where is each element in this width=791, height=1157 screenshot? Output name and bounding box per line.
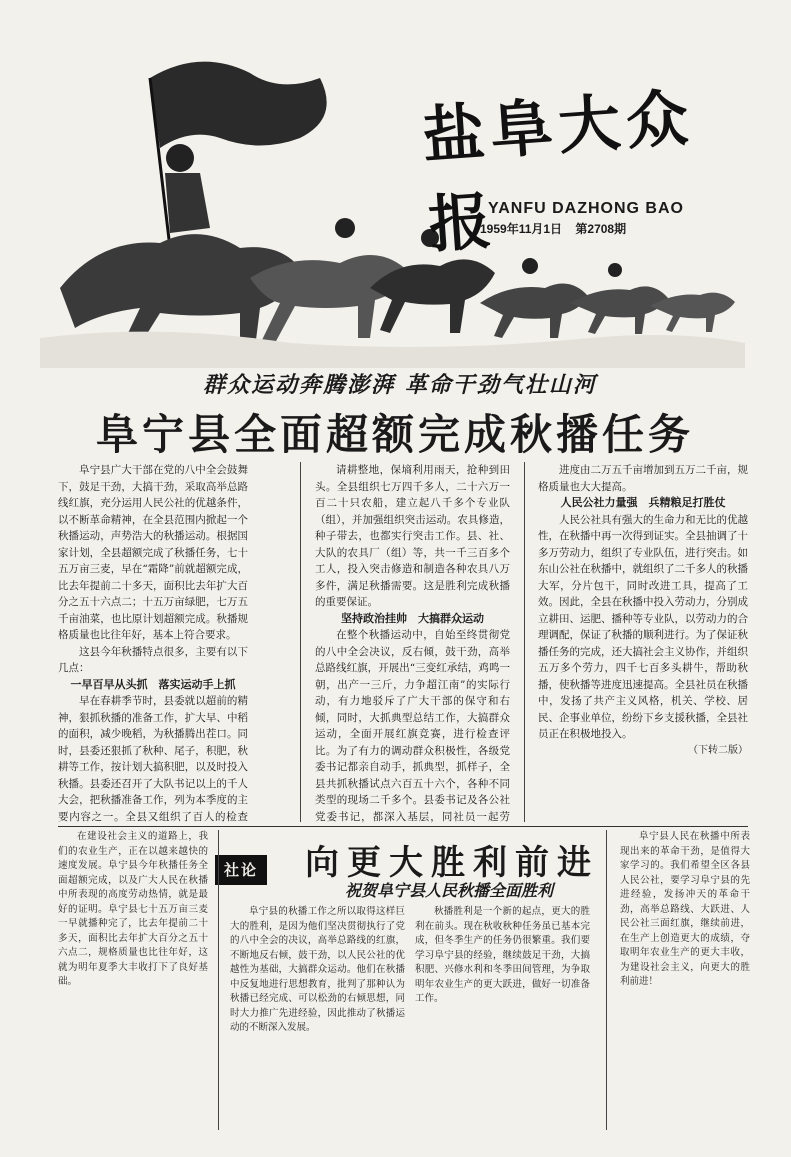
article-column-3 [538,462,748,824]
editorial-paragraph: 阜宁县的秋播工作之所以取得这样巨大的胜利，是因为他们坚决贯彻执行了党的八中全会的决议，高举总路线的红旗，不断地反右倾，鼓干劲，以人民公社的优越性为基础，大搞群众运动。他们在秋播中反复地进行思想教育，批判了那种认为秋播已经完成、可以松劲的右倾思想，同时大力推广先进经验，因此推动了秋播运动的不断深入发展。 [230,906,405,1033]
masthead [0,0,791,370]
article-column-2 [315,462,510,824]
section-subhead: 人民公社力量强 兵精粮足打胜仗 [560,496,726,509]
column-divider [300,462,301,822]
editorial-column-4 [620,830,750,1130]
editorial-column-1 [58,830,208,1130]
editorial-label: 社论 [215,855,267,885]
article-paragraph: 这县今年秋播特点很多，主要有以下几点： [58,645,248,674]
section-divider [58,826,748,827]
kicker-headline: 群众运动奔腾澎湃 革命干劲气壮山河 [203,372,597,398]
editorial-column-2 [230,905,405,1130]
article-paragraph: 阜宁县广大干部在党的八中全会鼓舞下，鼓足干劲，大搞干劲，采取高举总路线红旗，充分运用人民公社的优越条件，以不断革命精神，在全县范围内掀起一个秋播运动，声势浩大的秋播运动。根据国家计划，全县超额完成了秋播任务，七十五万亩三麦，早在“霜降”前就超额完成，比去年提前二十多天，面积比去年扩大百分之五十六点二；十五万亩绿肥，七万五千亩油菜，也比原计划超额完成。秋播规格质量也比往年好，基本上符合要求。 [58,464,248,641]
column-divider [606,830,607,1130]
editorial-paragraph: 秋播胜利是一个新的起点，更大的胜利在前头。现在秋收秋种任务虽已基本完成，但冬季生产的任务仍很繁重。我们要学习阜宁县的经验，继续鼓足干劲，大搞积肥、兴修水利和冬季田间管理，为争取明年农业生产的更大跃进，做好一切准备工作。 [415,906,590,1004]
issue-line [480,220,626,237]
article-paragraph: 请耕整地，保墒利用雨天，抢种到田头。全县组织七万四千多人，二十六万一百二十只农船，建立起八千多个专业队（组），并加强组织突击运动。农具修造，种子带去，也都实行突击工作。县、社、大队的农具厂（组）等，共一千三百多个工人，投入突击修造和制造各种农具八万多件，满足秋播需要。这是胜利完成秋播的重要保证。 [315,464,510,608]
column-divider [218,830,219,1130]
issue-date: 1959年11月1日 [480,222,563,236]
masthead-pinyin: YANFU DAZHONG BAO [488,200,684,217]
editorial-paragraph: 在建设社会主义的道路上，我们的农业生产，正在以越来越快的速度发展。阜宁县今年秋播任务全面超额完成，以及广大人民在秋播中所表现的高度劳动热情，就是最好的证明。阜宁县七十五万亩三麦一早就播种完了，比去年提前二十多天，面积比去年扩大百分之五十六点二，规格质量也比往年好，这就为明年夏季大丰收打下了良好基础。 [58,831,208,987]
article-paragraph: 进度由二万五千亩增加到五万二千亩，规格质量也大大提高。 [538,464,748,493]
continued-note: （下转二版） [688,744,748,756]
editorial-paragraph: 阜宁县人民在秋播中所表现出来的革命干劲，是值得大家学习的。我们希望全区各县人民公社，要学习阜宁县的先进经验，发扬冲天的革命干劲，高举总路线、大跃进、人民公社三面红旗，继续前进，在生产上创造更大的成绩，夺取明年农业生产的更大丰收，为建设社会主义，向更大的胜利前进！ [620,831,750,987]
section-subhead: 坚持政治挂帅 大搞群众运动 [341,611,484,625]
article-paragraph: 早在春耕季节时，县委就以超前的精神，狠抓秋播的准备工作，扩大早、中稻的面积，减少晚稻，为秋播腾出茬口。同时，县委还狠抓了秋种、尾子，积肥，秋耕等工作，按计划大搞积肥，以及时投入秋播。县委还召开了大队书记以上的千人大会，把秋播准备工作，列为本季度的主要内容之一。全县又组织了百人的检查 [58,695,248,823]
masthead-title: 盐阜大众报 [420,80,697,262]
column-divider [524,462,525,822]
editorial-title: 向更大胜利前进 [305,843,599,883]
article-paragraph: 在整个秋播运动中，自始至终贯彻党的八中全会决议，反右倾，鼓干劲，高举总路线红旗，开展出“三变红承结，鸡鸣一朝，出产一三斤，力争超江南”的实际行动，有力地驳斥了广大干部的保守和右倾，同时，大抓典型总结工作，大搞群众运动，全面开展红旗竞赛，进行检查评比。为了有力的调动群众积极性，各级党委书记都亲自动手，抓典型，抓样子，全县共抓秋播试点六百五十六个，各种不同类型的现场二千多个。县委书记及各公社党委书记，都深入基层，同社员一起劳 [315,629,510,823]
editorial-subtitle: 祝贺阜宁县人民秋播全面胜利 [345,881,554,900]
issue-number: 第2708期 [575,222,627,236]
article-column-1 [58,462,248,824]
section-subhead: 一早百早从头抓 落实运动手上抓 [70,677,236,691]
article-paragraph: 人民公社具有强大的生命力和无比的优越性，在秋播中再一次得到证实。全县抽调了十多万劳动力，组织了专业队伍，进行突击。如东山公社在秋播中，就组织了二千多人的秋播大军，分片包干，同时改进工具，提高了工效。因此，全县在秋播中投入劳动力，分别成立耕田、运肥、播种等专业队，以劳动力的合理调配，保证了秋播的顺利进行。为了保证秋播任务的完成，还大搞社会主义协作，并组织五万多个劳力，四千七百多头耕牛，帮助秋播，使秋播等进度迅速提高。全县社员在秋播中，发扬了共产主义风格，机关、学校、居民、企事业单位，纷纷下乡支援秋播，全县社员正在积极地投入。 [538,513,748,740]
editorial-column-3 [415,905,590,1130]
main-headline: 阜宁县全面超额完成秋播任务 [95,410,694,459]
